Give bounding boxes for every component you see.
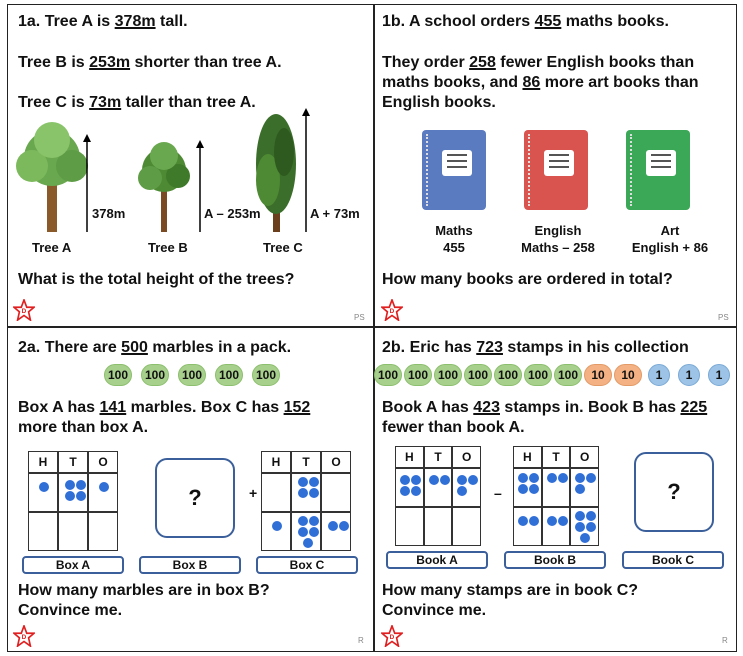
hundreds-header: H: [513, 446, 542, 468]
book-b-label: Book B: [504, 551, 606, 569]
q1a-question: What is the total height of the trees?: [18, 271, 295, 288]
tree-a-icon: [16, 122, 88, 232]
tens-header: T: [542, 446, 571, 468]
box-b-label: Box B: [139, 556, 241, 574]
tree-a-label: Tree A: [32, 240, 72, 255]
tree-c-measure: A + 73m: [310, 206, 360, 221]
hundreds-header: H: [28, 451, 58, 473]
hundred-counter: 100: [524, 364, 552, 386]
tree-b-label: Tree B: [148, 240, 188, 255]
book-c-label: Book C: [622, 551, 724, 569]
q1b-line3: maths books, and 86 more art books than: [382, 74, 699, 91]
tree-c-label: Tree C: [263, 240, 303, 255]
q1b-line4: English books.: [382, 94, 496, 111]
box-a-place-value-chart: [28, 451, 118, 551]
hundred-counter: 100: [464, 364, 492, 386]
hundred-counter: 100: [374, 364, 402, 386]
one-counter: 1: [708, 364, 730, 386]
tree-b-measure: A – 253m: [204, 206, 261, 221]
q2a-line2: Box A has 141 marbles. Box C has 152: [18, 399, 311, 416]
ten-counter: 10: [584, 364, 612, 386]
q2b-title: 2b. Eric has 723 stamps in his collection: [382, 339, 689, 356]
english-book-value: Maths – 258: [521, 240, 595, 255]
divider-vertical: [373, 5, 375, 651]
star-icon: [381, 625, 403, 647]
book-a-label: Book A: [386, 551, 488, 569]
maths-book-value: 455: [443, 240, 465, 255]
maths-book-icon: [422, 130, 486, 210]
hundred-counter: 100: [554, 364, 582, 386]
svg-text:D: D: [389, 633, 395, 641]
hundreds-header: H: [395, 446, 424, 468]
box-b-unknown: ?: [155, 458, 235, 538]
q2b-line3: fewer than book A.: [382, 419, 525, 436]
q1b-tag: PS: [718, 313, 729, 322]
ones-header: O: [321, 451, 351, 473]
q2b-line2: Book A has 423 stamps in. Book B has 225: [382, 399, 708, 416]
ones-header: O: [88, 451, 118, 473]
hundred-counter: 100: [141, 364, 169, 386]
svg-text:D: D: [389, 307, 395, 315]
hundred-counter: 100: [178, 364, 206, 386]
q2a-question: How many marbles are in box B?: [18, 582, 270, 599]
star-icon: [381, 299, 403, 321]
ones-header: O: [570, 446, 599, 468]
tens-header: T: [291, 451, 321, 473]
ones-header: O: [452, 446, 481, 468]
q2a-line3: more than box A.: [18, 419, 149, 436]
q1b-line2: They order 258 fewer English books than: [382, 54, 695, 71]
box-c-label: Box C: [256, 556, 358, 574]
q2b-convince: Convince me.: [382, 602, 487, 619]
minus-sign: –: [494, 485, 502, 501]
book-a-place-value-chart: [395, 446, 481, 546]
q2a-convince: Convince me.: [18, 602, 123, 619]
tens-header: T: [58, 451, 88, 473]
divider-horizontal: [8, 326, 736, 328]
hundred-counter: 100: [215, 364, 243, 386]
q2a-tag: R: [358, 636, 364, 645]
q1a-line2: Tree B is 253m shorter than tree A.: [18, 54, 282, 71]
book-c-unknown: ?: [634, 452, 714, 532]
one-counter: 1: [678, 364, 700, 386]
one-counter: 1: [648, 364, 670, 386]
svg-text:D: D: [21, 307, 27, 315]
q1a-title: 1a. Tree A is 378m tall.: [18, 13, 188, 30]
hundred-counter: 100: [404, 364, 432, 386]
box-c-place-value-chart: [261, 451, 351, 551]
q1a-line3: Tree C is 73m taller than tree A.: [18, 94, 256, 111]
tens-header: T: [424, 446, 453, 468]
book-b-place-value-chart: [513, 446, 599, 546]
english-book-icon: [524, 130, 588, 210]
q2a-title: 2a. There are 500 marbles in a pack.: [18, 339, 292, 356]
art-book-name: Art: [660, 223, 680, 238]
q1b-question: How many books are ordered in total?: [382, 271, 673, 288]
hundred-counter: 100: [252, 364, 280, 386]
q2b-question: How many stamps are in book C?: [382, 582, 639, 599]
tree-c-icon: [256, 114, 296, 232]
q1a-tag: PS: [354, 313, 365, 322]
hundred-counter: 100: [494, 364, 522, 386]
star-icon: [13, 625, 35, 647]
plus-sign: +: [249, 485, 258, 501]
q1b-title: 1b. A school orders 455 maths books.: [382, 13, 669, 30]
q2b-tag: R: [722, 636, 728, 645]
ten-counter: 10: [614, 364, 642, 386]
svg-text:D: D: [21, 633, 27, 641]
hundreds-header: H: [261, 451, 291, 473]
hundred-counter: 100: [434, 364, 462, 386]
star-icon: [13, 299, 35, 321]
art-book-value: English + 86: [631, 240, 709, 255]
maths-book-name: Maths: [435, 223, 473, 238]
tree-a-measure: 378m: [92, 206, 126, 221]
tree-b-icon: [138, 142, 190, 232]
hundred-counter: 100: [104, 364, 132, 386]
box-a-label: Box A: [22, 556, 124, 574]
english-book-name: English: [534, 223, 582, 238]
art-book-icon: [626, 130, 690, 210]
